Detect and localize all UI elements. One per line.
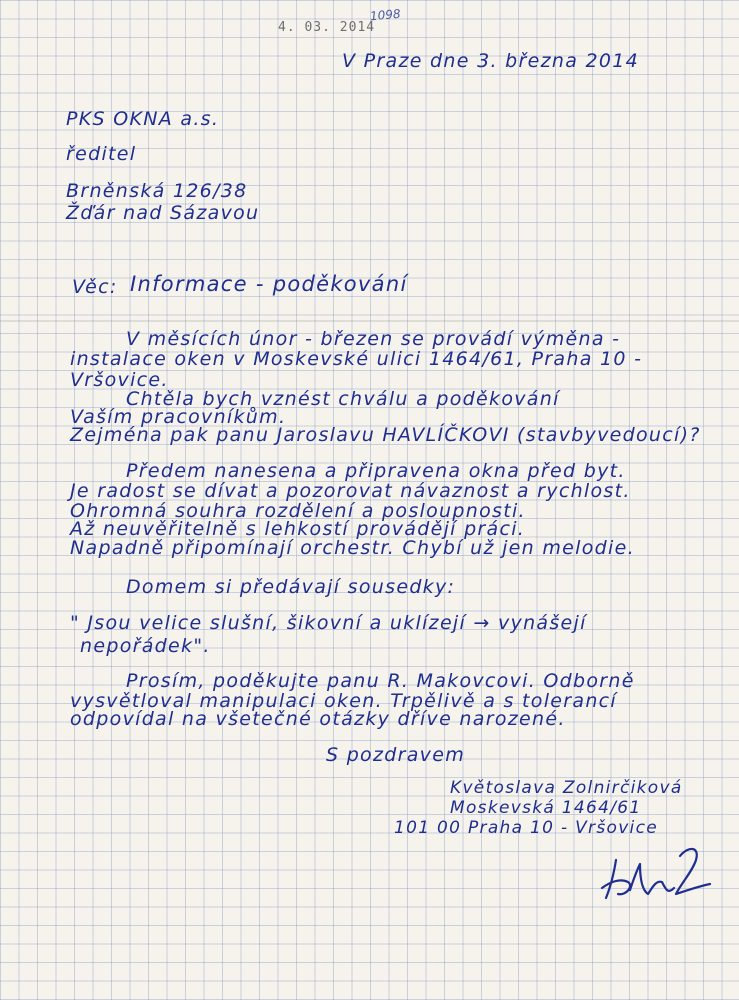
body-line: Domem si předávají sousedky: bbox=[126, 576, 456, 598]
quote-line: " Jsou velice slušní, šikovní a uklízejí → vynášejí bbox=[70, 612, 587, 634]
body-line: vysvětloval manipulaci oken. Trpělivě a s tolerancí bbox=[70, 690, 617, 712]
quote-line: nepořádek". bbox=[80, 635, 211, 657]
body-line: V měsících únor - březen se provádí výměna - bbox=[126, 328, 621, 350]
sender-name: Květoslava Zolnirčiková bbox=[450, 778, 683, 798]
body-line: Prosím, poděkujte panu R. Makovcovi. Odborně bbox=[126, 670, 635, 692]
recipient-street: Brněnská 126/38 bbox=[66, 180, 248, 202]
body-line: Je radost se dívat a pozorovat návaznost a rychlost. bbox=[70, 480, 631, 502]
body-line: Vršovice. bbox=[70, 369, 169, 391]
subject-text: Informace - poděkování bbox=[130, 272, 408, 296]
paper-fold bbox=[0, 320, 739, 322]
sender-street: Moskevská 1464/61 bbox=[450, 798, 642, 818]
handwritten-signature bbox=[596, 838, 716, 918]
subject-label: Věc: bbox=[72, 276, 118, 298]
body-line: Předem nanesena a připravena okna před byt. bbox=[126, 460, 626, 482]
recipient-role: ředitel bbox=[66, 143, 137, 165]
body-line: Ohromná souhra rozdělení a posloupnosti. bbox=[70, 500, 526, 522]
received-date-stamp: 4. 03. 2014 bbox=[278, 20, 376, 35]
place-date: V Praze dne 3. března 2014 bbox=[342, 50, 640, 72]
body-line: Vaším pracovníkům. bbox=[70, 406, 287, 428]
recipient-city: Žďár nad Sázavou bbox=[66, 202, 260, 224]
registry-number: 1098 bbox=[369, 6, 402, 24]
body-line: odpovídal na všetečné otázky dříve narozené. bbox=[70, 708, 566, 730]
body-line: Zejména pak panu Jaroslavu HAVLÍČKOVI (stavbyvedoucí)? bbox=[70, 424, 701, 446]
recipient-company: PKS OKNA a.s. bbox=[66, 108, 220, 130]
body-line: Chtěla bych vznést chválu a poděkování bbox=[126, 388, 560, 410]
body-line: instalace oken v Moskevské ulici 1464/61, Praha 10 - bbox=[70, 348, 643, 370]
body-line: Až neuvěřitelně s lehkostí provádějí práci. bbox=[70, 518, 526, 540]
closing: S pozdravem bbox=[326, 744, 466, 766]
body-line: Napadně připomínají orchestr. Chybí už jen melodie. bbox=[70, 537, 635, 559]
sender-city: 101 00 Praha 10 - Vršovice bbox=[394, 818, 658, 838]
